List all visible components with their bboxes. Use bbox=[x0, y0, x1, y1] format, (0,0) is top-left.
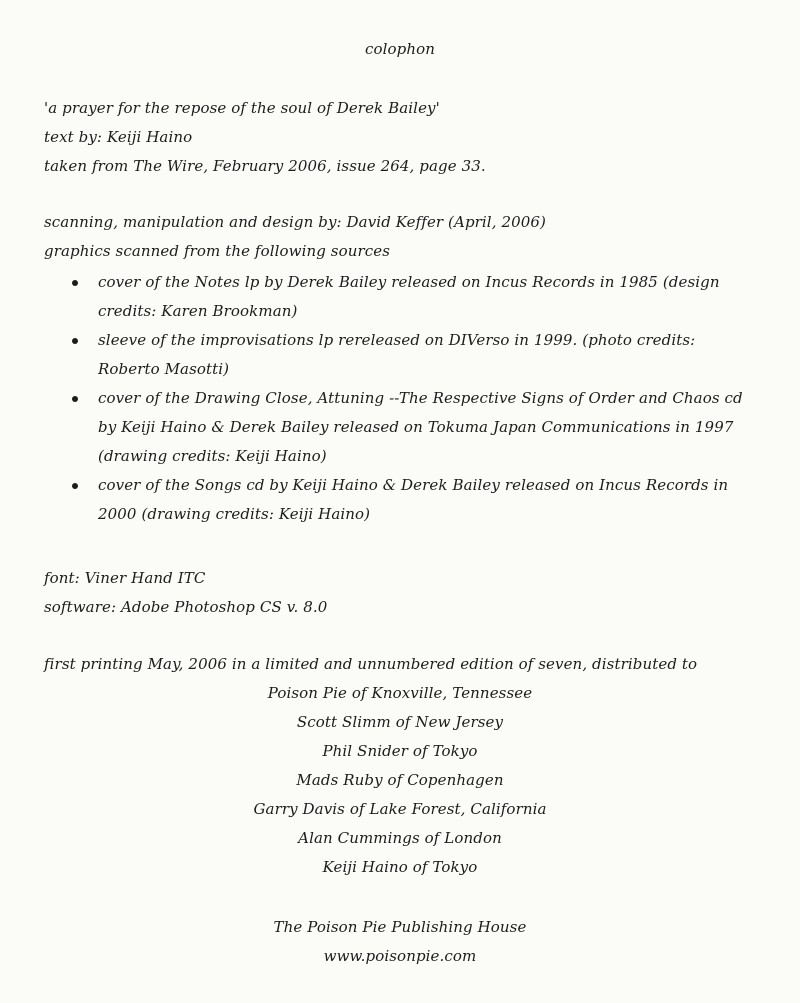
list-item-text: cover of the Drawing Close, Attuning --The Respective Signs of Order and Chaos cd by Keiji Haino & Derek Bailey released on Tokuma Japan Communications in 1997 (drawing credits: Keiji Haino) bbox=[98, 389, 743, 465]
recipient: Poison Pie of Knoxville, Tennessee bbox=[267, 684, 533, 702]
list-item-text: cover of the Songs cd by Keiji Haino & Derek Bailey released on Incus Records in 2000 (drawing credits: Keiji Haino) bbox=[98, 476, 729, 523]
font-credit: font: Viner Hand ITC bbox=[44, 569, 206, 587]
list-item bbox=[70, 471, 760, 529]
list-item-text: sleeve of the improvisations lp rereleased on DIVerso in 1999. (photo credits: Roberto Masotti) bbox=[98, 331, 696, 378]
recipients-list bbox=[0, 679, 800, 882]
printing-note: first printing May, 2006 in a limited and unnumbered edition of seven, distributed to bbox=[44, 655, 698, 673]
intro-block bbox=[44, 94, 764, 181]
sources-list bbox=[70, 268, 760, 529]
recipient: Mads Ruby of Copenhagen bbox=[296, 771, 504, 789]
design-credit: scanning, manipulation and design by: David Keffer (April, 2006) bbox=[44, 213, 546, 231]
publisher-block bbox=[0, 913, 800, 971]
sources-heading: graphics scanned from the following sources bbox=[44, 242, 391, 260]
publisher-name: The Poison Pie Publishing House bbox=[273, 918, 527, 936]
list-item bbox=[70, 268, 760, 326]
work-title: 'a prayer for the repose of the soul of Derek Bailey' bbox=[44, 99, 440, 117]
recipient: Alan Cummings of London bbox=[298, 829, 502, 847]
software-credit: software: Adobe Photoshop CS v. 8.0 bbox=[44, 598, 328, 616]
recipient: Keiji Haino of Tokyo bbox=[322, 858, 478, 876]
recipient: Phil Snider of Tokyo bbox=[322, 742, 478, 760]
bullet-icon bbox=[72, 338, 78, 344]
page-title: colophon bbox=[364, 40, 435, 58]
design-block bbox=[44, 208, 764, 266]
list-item bbox=[70, 326, 760, 384]
source-citation: taken from The Wire, February 2006, issue 264, page 33. bbox=[44, 157, 486, 175]
website-link: www.poisonpie.com bbox=[323, 947, 477, 965]
bullet-icon bbox=[72, 280, 78, 286]
list-item-text: cover of the Notes lp by Derek Bailey released on Incus Records in 1985 (design credits: Karen Brookman) bbox=[98, 273, 720, 320]
recipient: Scott Slimm of New Jersey bbox=[296, 713, 504, 731]
bullet-icon bbox=[72, 396, 78, 402]
list-item bbox=[70, 384, 760, 471]
bullet-icon bbox=[72, 483, 78, 489]
text-credit: text by: Keiji Haino bbox=[44, 128, 193, 146]
recipient: Garry Davis of Lake Forest, California bbox=[253, 800, 547, 818]
tech-block bbox=[44, 564, 764, 622]
